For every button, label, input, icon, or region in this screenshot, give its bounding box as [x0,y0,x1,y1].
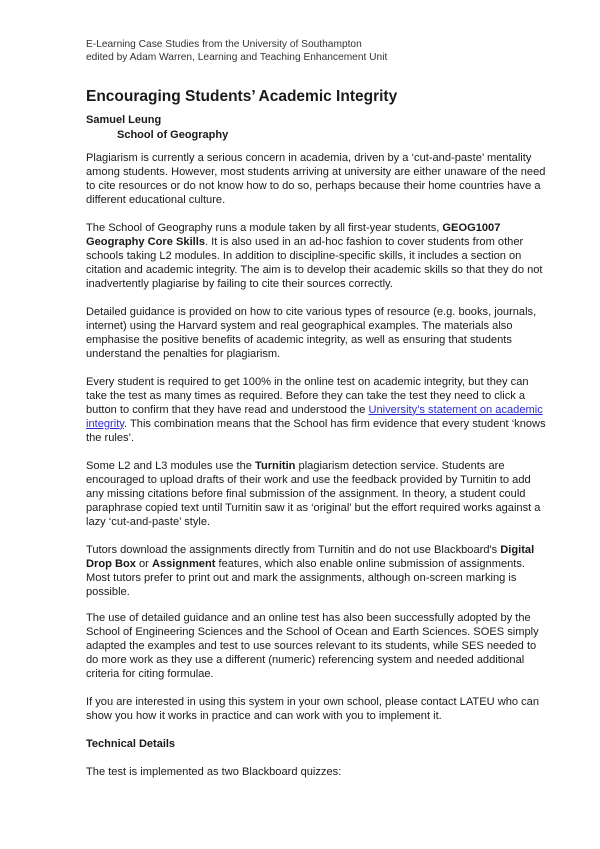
paragraph-online-test [86,376,546,446]
author-school: School of Geography [117,129,229,141]
technical-details-heading: Technical Details [86,738,176,750]
technical-details-intro: The test is implemented as two Blackboard quizzes: [86,766,342,778]
paragraph-tutors-text-2: or [135,557,152,570]
paragraph-tutors-text-1: Tutors download the assignments directly from Turnitin and do not use Blackboard's [86,544,501,556]
paragraph-module-text-2: . It is also used in an ad-hoc fashion to cover students from other schools taking L2 modules. In addition to discipline-specific skills, it includes a section on citation and academic integrity. The aim is to develop their academic skills so that they do not inadvertently plagiarise by failing to cite their sources correctly. [86,235,543,290]
paragraph-online-test-text-1: Every student is required to get 100% in the online test on academic integrity, but they can take the test as many times as required. Before they can take the test they need to click a button to confirm that they have read and understood the [86,376,529,416]
paragraph-turnitin-text-2: plagiarism detection service. Students are encouraged to upload drafts of their work and use the feedback provided by Turnitin to add any missing citations before final submission of the assignment. In theory, a student could paraphrase copied text until Turnitin saw it as ‘original’ but the effort required works against a lazy ‘cut-and-paste’ style. [86,460,541,528]
academic-integrity-statement-link[interactable]: University’s statement on academic integrity [86,403,543,430]
turnitin-name: Turnitin [255,460,296,472]
author-name: Samuel Leung [86,114,162,126]
paragraph-guidance: Detailed guidance is provided on how to cite various types of resource (e.g. books, journals, internet) using the Harvard system and real geographical examples. The materials also emphasise the positive benefits of academic integrity, as well as ensuring that students understand the penalties for plagiarism. [86,306,537,360]
paragraph-intro: Plagiarism is currently a serious concern in academia, driven by a ‘cut-and-paste’ mentality among students. However, most students arriving at university are either unaware of the need to cite resources or do not know how to do so, perhaps because their home countries have a different educational culture. [86,152,546,206]
paragraph-adoption: The use of detailed guidance and an online test has also been successfully adopted by the School of Engineering Sciences and the School of Ocean and Earth Sciences. SOES simply adapted the examples and test to use sources relevant to its students, while SES needed to do more work as they use a different (numeric) referencing system and needed additional criteria for citing formulae. [86,612,539,680]
digital-drop-box-name: Digital Drop Box [86,544,535,570]
paragraph-module-text-1: The School of Geography runs a module taken by all first-year students, [86,222,443,234]
paragraph-contact: If you are interested in using this system in your own school, please contact LATEU who can show you how it works in practice and can work with you to implement it. [86,696,540,722]
assignment-feature-name: Assignment [151,557,216,570]
paragraph-tutors [86,544,546,600]
header-editor-line: edited by Adam Warren, Learning and Teaching Enhancement Unit [86,52,388,63]
module-name: GEOG1007 Geography Core Skills [86,222,501,248]
paragraph-tutors-text-3: features, which also enable online submission of assignments. Most tutors prefer to print out and mark the assignments, although on-screen marking is possible. [86,557,526,598]
page-title: Encouraging Students’ Academic Integrity [86,88,398,105]
document-page [86,38,546,778]
paragraph-turnitin [86,460,546,530]
paragraph-module [86,222,546,292]
header-series-line: E-Learning Case Studies from the University of Southampton [86,39,362,50]
paragraph-online-test-text-2: . This combination means that the School has firm evidence that every student ‘knows the rules’. [86,417,546,444]
paragraph-turnitin-text-1: Some L2 and L3 modules use the [86,460,255,472]
